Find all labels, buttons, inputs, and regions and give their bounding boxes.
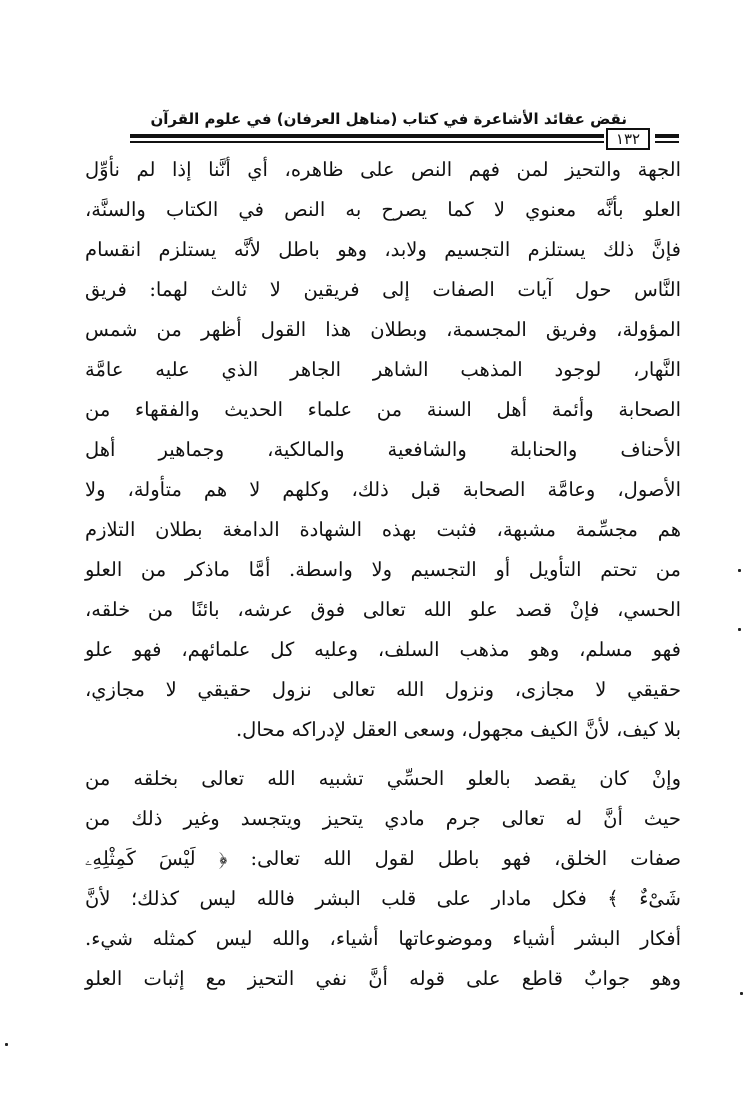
paragraph-1 [85,150,681,750]
header-rule-thin [130,141,604,143]
text-line: الأصول، وعامَّة الصحابة قبل ذلك، وكلهم لا هم متأولة، ولا [85,478,681,501]
page-number: ١٣٢ [606,128,650,150]
text-line: هم مجسِّمة مشبهة، فثبت بهذه الشهادة الدامغة بطلان التلازم [85,518,681,541]
paragraph-gap [85,750,681,759]
text-line: المؤولة، وفريق المجسمة، وبطلان هذا القول أظهر من شمس [85,318,681,341]
text-line: النَّاس حول آيات الصفات إلى فريقين لا ثالث لهما: فريق [85,278,681,301]
paragraph-2 [85,759,681,999]
margin-mark [5,1043,8,1046]
margin-mark [740,992,743,995]
margin-mark [738,628,741,631]
text-line: حقيقي لا مجازى، ونزول الله تعالى نزول حقيقي لا مجازي، [85,678,681,701]
margin-mark [738,569,741,572]
text-line: أفكار البشر أشياء وموضوعاتها أشياء، والله ليس كمثله شيء. [85,927,681,950]
text-line: العلو بأنَّه معنوي لا كما يصرح به النص في الكتاب والسنَّة، [85,198,681,221]
header-dash-thick [655,134,679,138]
text-line: وإنْ كان يقصد بالعلو الحسِّي تشبيه الله تعالى بخلقه من [85,767,681,790]
header-rule-thick [130,134,604,138]
text-line: صفات الخلق، فهو باطل لقول الله تعالى: ﴿ لَيْسَ كَمِثْلِهِۦ [85,847,681,870]
text-line: حيث أنَّ له تعالى جرم مادي يتحيز ويتجسد وغير ذلك من [85,807,681,830]
text-line: من تحتم التأويل أو التجسيم ولا واسطة. أمَّا ماذكر من العلو [85,558,681,581]
text-line: الحسي، فإنْ قصد علو الله تعالى فوق عرشه، بائنًا من خلقه، [85,598,681,621]
body-text [85,150,681,999]
text-line: فإنَّ ذلك يستلزم التجسيم ولابد، وهو باطل لأنَّه يستلزم انقسام [85,238,681,261]
text-line: الصحابة وأئمة أهل السنة من علماء الحديث والفقهاء من [85,398,681,421]
running-header: نقض عقائد الأشاعرة في كتاب (مناهل العرفان) في علوم القرآن [150,110,627,128]
text-line: وهو جوابٌ قاطع على قوله أنَّ نفي التحيز مع إثبات العلو [85,967,681,990]
text-line: النَّهار، لوجود المذهب الشاهر الجاهر الذي عليه عامَّة [85,358,681,381]
text-line: الجهة والتحيز لمن فهم النص على ظاهره، أي أنَّنا إذا لم نأوِّل [85,158,681,181]
text-line: فهو مسلم، وهو مذهب السلف، وعليه كل علمائهم، فهو علو [85,638,681,661]
text-line: الأحناف والحنابلة والشافعية والمالكية، وجماهير أهل [85,438,681,461]
text-line: بلا كيف، لأنَّ الكيف مجهول، وسعى العقل لإدراكه محال. [235,718,681,741]
header-dash-thin [655,141,679,143]
text-line: شَىْءٌ ﴾ فكل مادار على قلب البشر فالله ليس كذلك؛ لأنَّ [85,887,681,910]
